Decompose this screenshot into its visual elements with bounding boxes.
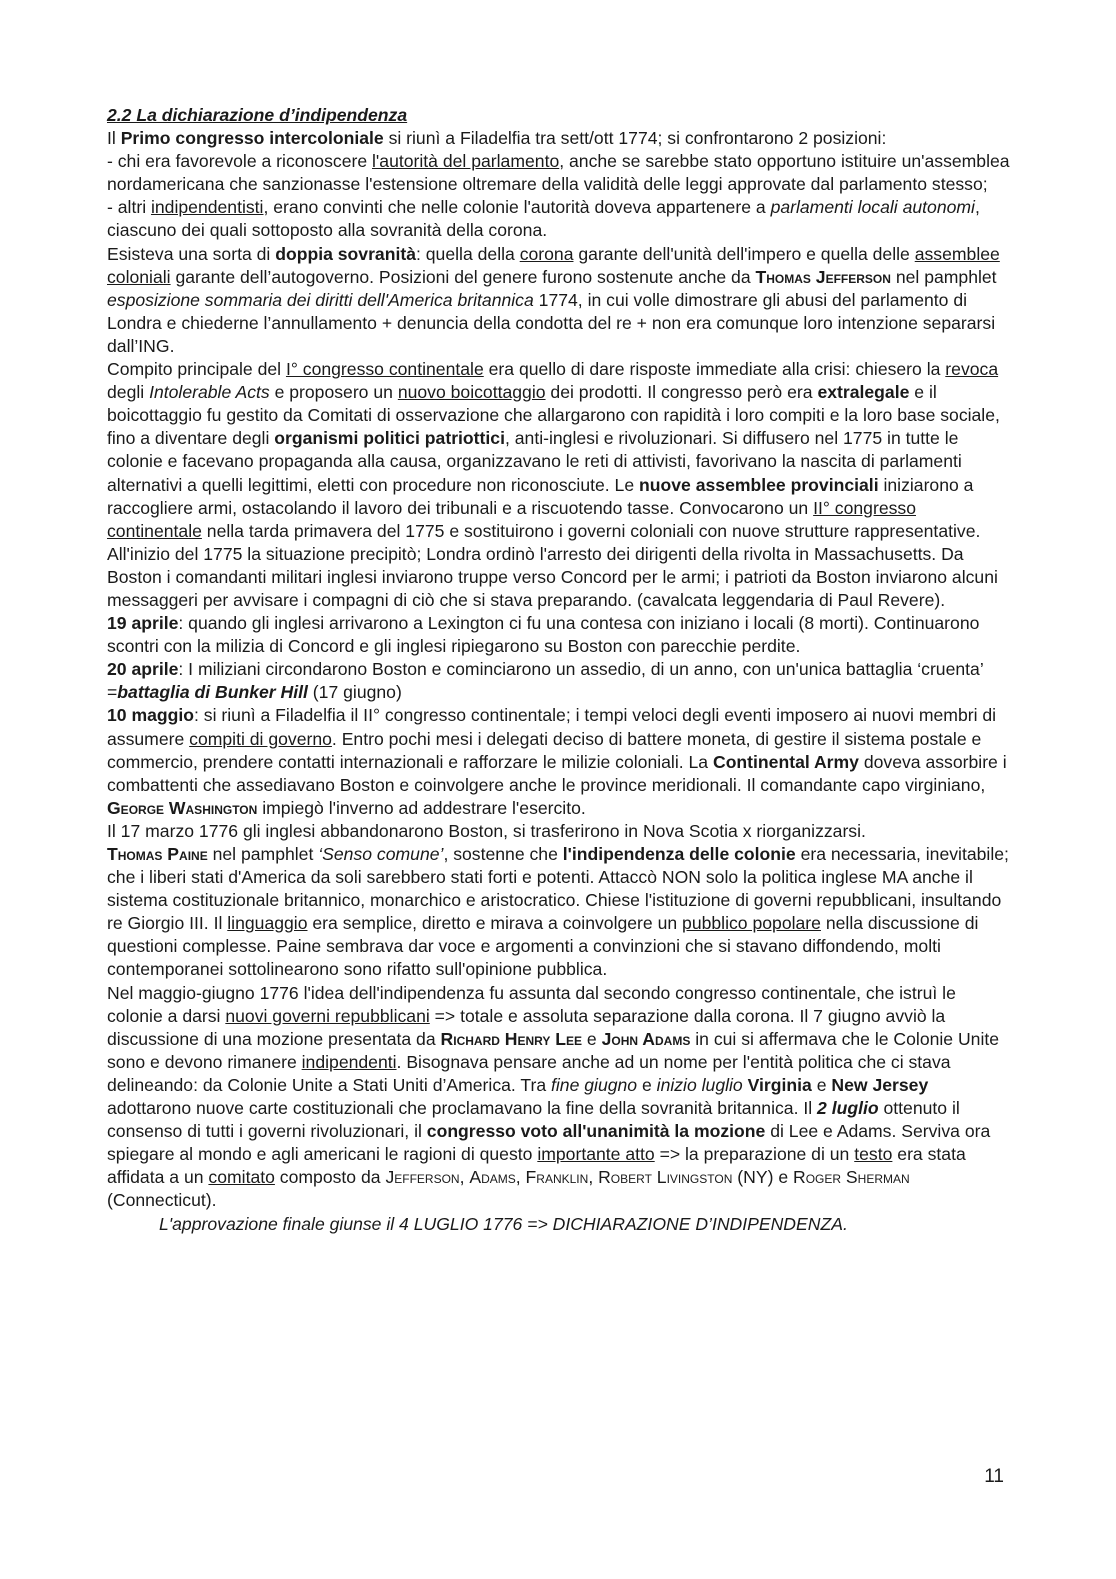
text: era quello di dare risposte immediate alla crisi: chiesero la — [483, 359, 946, 380]
person-name: Roger Sherman — [793, 1167, 910, 1188]
text: Il 17 marzo 1776 gli inglesi abbandonarono Boston, si trasferirono in Nova Scotia x riorganizzarsi. — [107, 820, 866, 841]
underlined-text: testo — [854, 1144, 893, 1165]
bold-text: congresso voto all'unanimità la mozione — [426, 1121, 766, 1142]
underlined-text: nuovi governi repubblicani — [225, 1005, 430, 1026]
text: si riunì a Filadelfia tra sett/ott 1774; si confrontarono 2 posizioni: — [383, 128, 887, 149]
text: e il boicottaggio fu gestito da Comitati di osservazione che allargarono con rapidità i loro compiti e la loro base sociale, fino a diventare degli — [107, 382, 1000, 449]
text: nella tarda primavera del 1775 e sostituirono i governi coloniali con nuove strutture rappresentative. — [201, 520, 981, 541]
text: era necessaria, inevitabile; che i liberi stati d'America da soli sarebbero stati forti e potenti. Attaccò NON solo la politica inglese MA anche il sistema costituzionale britannico, monarchico e aristocratico. Chiese l'istituzione di governi repubblicani, insultando re Giorgio III. Il — [107, 844, 1009, 934]
italic-text: inizio luglio — [656, 1074, 743, 1095]
paragraph-posizione-1 — [107, 150, 1012, 196]
bold-text: Virginia — [747, 1074, 812, 1095]
paragraph-10-maggio — [107, 704, 1012, 819]
text: Compito principale del — [107, 359, 286, 380]
text: - chi era favorevole a riconoscere — [107, 151, 373, 172]
underlined-text: indipendentisti — [150, 197, 264, 218]
text: adottarono nuove carte costituzionali che proclamavano la fine della sovranità britannica. Il — [107, 1098, 818, 1119]
bold-italic-text: 2 luglio — [817, 1098, 879, 1119]
underlined-text: assemblee coloniali — [107, 243, 1000, 287]
text: era semplice, diretto e mirava a coinvolgere un — [307, 913, 683, 934]
bold-date: 10 maggio — [107, 705, 195, 726]
italic-text: fine giugno — [551, 1074, 638, 1095]
text: Nel maggio-giugno 1776 l'idea dell'indipendenza fu assunta dal secondo congresso continentale, che istruì le colonie a darsi — [107, 982, 956, 1026]
text: ottenuto il consenso di tutti i governi rivoluzionari, il — [107, 1098, 960, 1142]
text: garante dell'unità dell'impero e quella delle — [573, 243, 915, 264]
text: , sostenne che — [443, 844, 563, 864]
text: composto da — [274, 1167, 386, 1188]
underlined-text: indipendenti — [301, 1051, 397, 1072]
text: era stata affidata a un — [107, 1144, 966, 1188]
paragraph-17-marzo — [107, 820, 1012, 843]
text: : quando gli inglesi arrivarono a Lexington ci fu una contesa con iniziano i locali (8 morti). Continuarono scontri con la milizia di Concord e gli inglesi ripiegarono su Boston con parecchie perdite. — [107, 613, 980, 657]
text: , — [515, 1167, 526, 1188]
underlined-text: importante atto — [537, 1144, 655, 1165]
person-name: Adams — [469, 1167, 516, 1188]
person-name: Richard Henry Lee — [440, 1028, 583, 1049]
text: e proposero un — [269, 382, 398, 403]
text: 1774, in cui volle dimostrare gli abusi del parlamento di Londra e chiederne l’annullamento + denuncia della condotta del re + non era comunque loro intenzione separarsi dall’ING. — [107, 289, 996, 356]
text: garante dell’autogoverno. Posizioni del genere furono sostenute anche da — [170, 266, 756, 287]
text: doveva assorbire i combattenti che assediavano Boston e coinvolgere anche le province meridionali. Il comandante capo virginiano, — [107, 751, 1007, 795]
text: (NY) e — [732, 1167, 793, 1188]
bold-text: nuove assemblee provinciali — [639, 474, 879, 495]
text: , — [459, 1167, 470, 1188]
underlined-text: compiti di governo — [189, 728, 332, 749]
underlined-text: revoca — [945, 359, 999, 380]
bold-text: doppia sovranità — [275, 243, 416, 264]
underlined-text: I° congresso continentale — [285, 359, 484, 380]
person-name: John Adams — [601, 1028, 691, 1049]
bold-text: New Jersey — [831, 1074, 929, 1095]
italic-text: Intolerable Acts — [149, 382, 270, 403]
bold-date: 20 aprile — [107, 659, 179, 680]
text: => totale e assoluta separazione dalla corona. Il 7 giugno avviò la discussione di una mozione presentata da — [107, 1005, 946, 1049]
text: Esisteva una sorta di — [107, 243, 276, 264]
paragraph-posizione-2 — [107, 196, 1012, 242]
bold-text: organismi politici patriottici — [274, 428, 505, 449]
bold-text: l'indipendenza delle colonie — [562, 844, 796, 864]
text: iniziarono a raccogliere armi, ostacolando il lavoro dei tribunali e a riscuotendo tasse. Convocarono un — [107, 474, 974, 518]
underlined-text: pubblico popolare — [682, 913, 821, 934]
text: , erano convinti che nelle colonie l'autorità doveva appartenere a — [263, 197, 771, 218]
text: : I miliziani circondarono Boston e cominciarono un assedio, di un anno, con un'unica battaglia ‘cruenta’ = — [107, 659, 984, 703]
bold-italic-text: battaglia di Bunker Hill — [117, 682, 308, 703]
text: degli — [107, 382, 150, 403]
person-name: Robert Livingston — [598, 1167, 733, 1188]
final-statement: L'approvazione finale giunse il 4 LUGLIO 1776 => DICHIARAZIONE D’INDIPENDENZA. — [159, 1213, 848, 1234]
paragraph-primo-congresso — [107, 127, 1012, 150]
underlined-text: nuovo boicottaggio — [397, 382, 546, 403]
text: nella discussione di questioni complesse. Paine sembrava dar voce e argomenti a convinzioni che si stavano diffondendo, molti contemporanei sottolinearono sono rifatto sull'opinione pubblica. — [107, 913, 979, 980]
paragraph-maggio-giugno-1776 — [107, 982, 1012, 1213]
text: Il — [107, 128, 121, 149]
text: , anti-inglesi e rivoluzionari. Si diffusero nel 1775 in tutte le colonie e facevano propaganda alla causa, organizzavano le reti di attivisti, favorivano la nascita di parlamenti alternativi a quelli legittimi, eletti con procedure non riconosciute. Le — [107, 428, 962, 495]
text: : si riunì a Filadelfia il II° congresso continentale; i tempi veloci degli eventi imposero ai nuovi membri di assumere — [107, 705, 997, 749]
person-name: Jefferson — [385, 1167, 460, 1188]
text: nel pamphlet — [207, 844, 319, 864]
underlined-text: l'autorità del parlamento — [372, 151, 560, 172]
text: dei prodotti. Il congresso però era — [545, 382, 818, 403]
text: e — [637, 1074, 657, 1095]
person-name: Thomas Jefferson — [755, 266, 891, 287]
bold-date: 19 aprile — [107, 613, 179, 634]
page-number: 11 — [984, 1466, 1004, 1487]
person-name: George Washington — [107, 797, 258, 818]
text: , — [588, 1167, 599, 1188]
person-name: Thomas Paine — [107, 844, 208, 864]
section-title-text: 2.2 La dichiarazione d’indipendenza — [107, 105, 408, 125]
text: nel pamphlet — [890, 266, 997, 287]
text: e — [811, 1074, 832, 1095]
text: All'inizio del 1775 la situazione precipitò; Londra ordinò l'arresto dei dirigenti della rivolta in Massachusetts. Da Boston i comandanti militari inglesi inviarono truppe verso Concord per le armi; i patrioti da Boston inviarono alcuni messaggeri per avvisare i compagni di ciò che si stava preparando. (cavalcata leggendaria di Paul Revere). — [107, 543, 998, 610]
section-title — [107, 104, 1012, 127]
paragraph-primo-congresso-continentale — [107, 358, 1012, 543]
underlined-text: linguaggio — [227, 913, 308, 934]
text: , ciascuno dei quali sottoposto alla sovranità della corona. — [107, 197, 980, 241]
text: di Lee e Adams. Serviva ora spiegare al mondo e agli americani le ragioni di questo — [107, 1121, 991, 1165]
paragraph-inizio-1775 — [107, 543, 1012, 612]
bold-text: extralegale — [817, 382, 910, 403]
paragraph-thomas-paine — [107, 843, 1012, 982]
text: (Connecticut). — [107, 1190, 217, 1211]
italic-text: esposizione sommaria dei diritti dell'America britannica — [107, 289, 534, 310]
text: - altri — [107, 197, 151, 218]
underlined-text: corona — [519, 243, 574, 264]
text: in cui si affermava che le Colonie Unite sono e devono rimanere — [107, 1028, 1000, 1072]
italic-text: parlamenti locali autonomi — [770, 197, 975, 218]
text: , anche se sarebbe stato opportuno istituire un'assemblea nordamericana che sanzionasse l'estensione oltremare della validità delle leggi approvate dal parlamento stesso; — [107, 151, 1010, 195]
text: : quella della — [416, 243, 520, 264]
document-body — [107, 104, 1012, 1236]
paragraph-19-aprile — [107, 612, 1012, 658]
bold-text: Primo congresso intercoloniale — [120, 128, 384, 149]
paragraph-20-aprile — [107, 658, 1012, 704]
text: e — [582, 1028, 602, 1049]
underlined-text: II° congresso continentale — [107, 497, 916, 541]
bold-text: Continental Army — [712, 751, 859, 772]
text: => la preparazione di un — [654, 1144, 855, 1165]
text: impiegò l'inverno ad addestrare l'esercito. — [257, 797, 586, 818]
person-name: Franklin — [525, 1167, 589, 1188]
text: (17 giugno) — [307, 682, 402, 703]
italic-text: ‘Senso comune’ — [318, 844, 444, 864]
paragraph-doppia-sovranita — [107, 243, 1012, 358]
underlined-text: comitato — [208, 1167, 275, 1188]
text: . Bisognava pensare anche ad un nome per l'entità politica che ci stava delineando: da Colonie Unite a Stati Uniti d’America. Tra — [107, 1051, 951, 1095]
text: . Entro pochi mesi i delegati deciso di battere moneta, di gestire il sistema postale e commercio, prendere contatti internazionali e rafforzare le milizie coloniali. La — [107, 728, 982, 772]
